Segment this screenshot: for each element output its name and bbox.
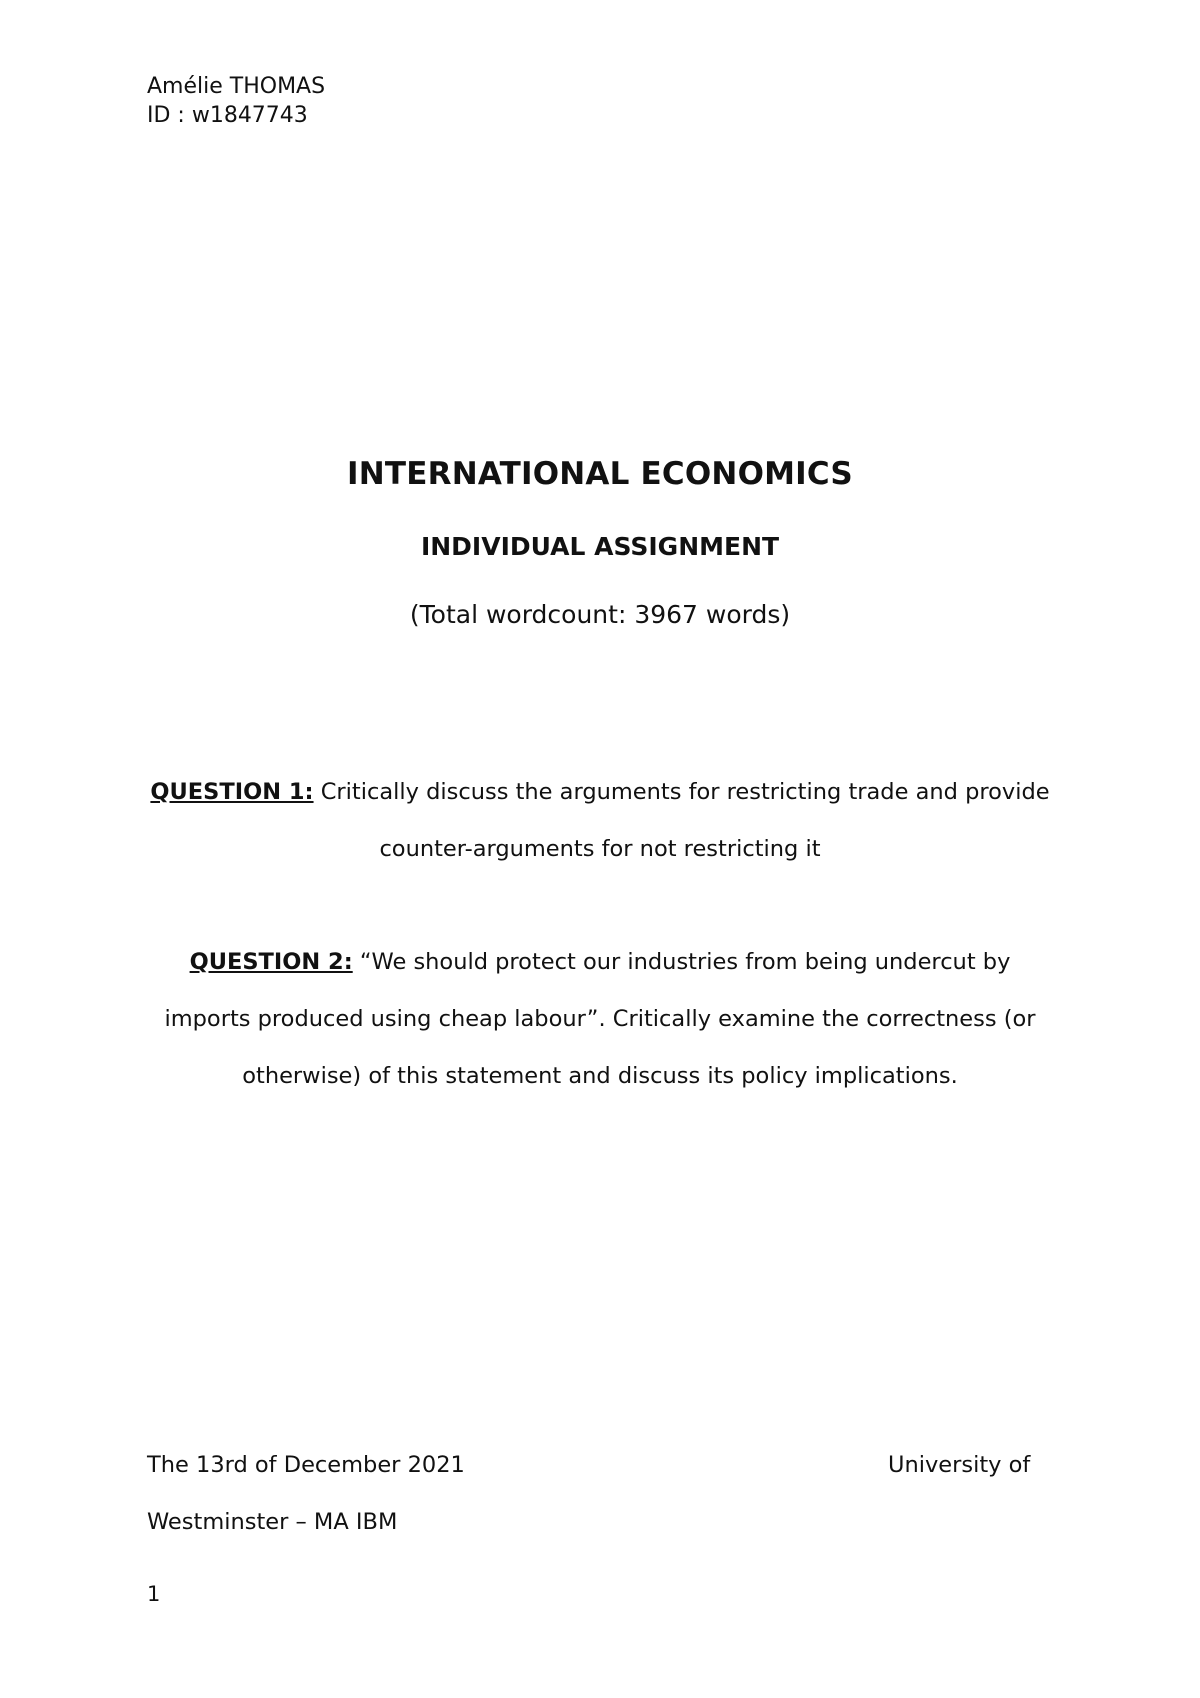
document-subtitle: INDIVIDUAL ASSIGNMENT xyxy=(420,532,780,561)
wordcount-note: (Total wordcount: 3967 words) xyxy=(409,600,791,629)
document-title: INTERNATIONAL ECONOMICS xyxy=(347,456,853,492)
author-name: Amélie THOMAS xyxy=(147,74,326,99)
page-number: 1 xyxy=(147,1582,161,1606)
question-2-text: “We should protect our industries from being undercut by imports produced using cheap labour”. Critically examine the correctness (or otherwise) of this statement and discuss its policy implications. xyxy=(164,949,1036,1089)
question-1-label: QUESTION 1: xyxy=(150,779,314,805)
question-1-text: Critically discuss the arguments for restricting trade and provide counter-arguments for not restricting it xyxy=(313,779,1050,862)
student-id: ID : w1847743 xyxy=(147,103,308,128)
question-2-label: QUESTION 2: xyxy=(189,949,353,975)
author-block xyxy=(147,72,325,130)
university-line-2: Westminster – MA IBM xyxy=(147,1509,398,1535)
question-2 xyxy=(150,934,1050,1105)
submission-date: The 13rd of December 2021 xyxy=(147,1452,465,1478)
university-line-1: University of xyxy=(888,1452,1031,1478)
question-1 xyxy=(150,764,1050,878)
